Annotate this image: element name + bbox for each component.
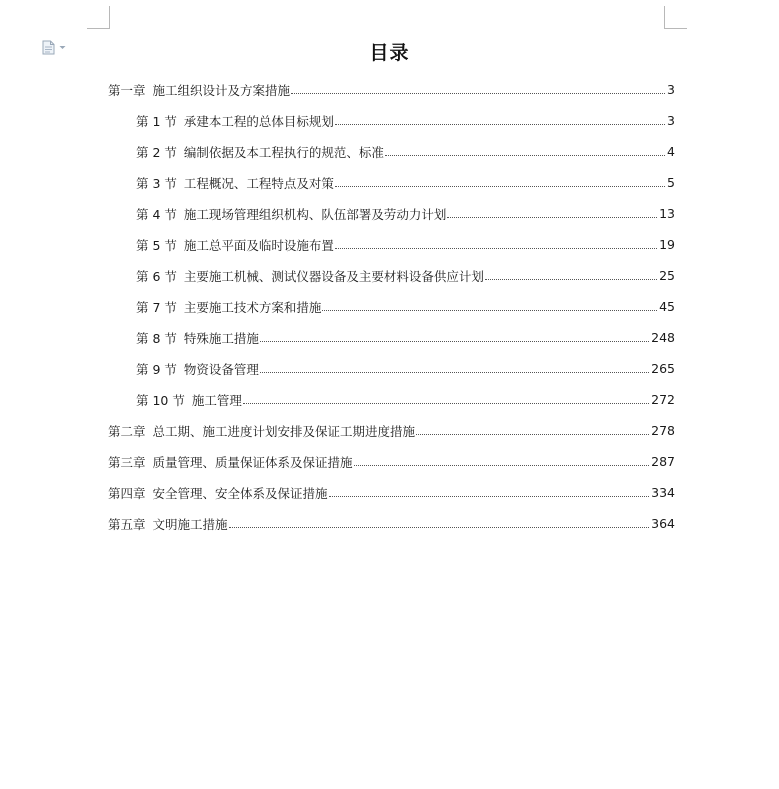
toc-entry-title: 施工总平面及临时设施布置 <box>183 237 334 253</box>
toc-dot-leader <box>260 341 649 342</box>
toc-page-number: 13 <box>659 206 675 221</box>
toc-entry-label <box>136 174 334 192</box>
toc-dot-leader <box>329 496 650 497</box>
toc-entry-title: 工程概况、工程特点及对策 <box>183 175 334 191</box>
toc-section-entry[interactable] <box>108 198 675 229</box>
toc-dot-leader <box>385 155 665 156</box>
toc-dot-leader <box>354 465 650 466</box>
toc-entry-title: 施工组织设计及方案措施 <box>152 82 291 98</box>
toc-entry-number: 第一章 <box>108 82 146 98</box>
toc-page-number: 287 <box>651 454 675 469</box>
toc-entry-number: 第 10 节 <box>136 392 185 408</box>
toc-page-number: 248 <box>651 330 675 345</box>
toc-entry-label <box>108 422 415 440</box>
toc-dot-leader <box>335 124 665 125</box>
toc-entry-number: 第 1 节 <box>136 113 177 129</box>
toc-dot-leader <box>260 372 649 373</box>
toc-page-number: 364 <box>651 516 675 531</box>
toc-chapter-entry[interactable] <box>108 508 675 539</box>
toc-page-number: 19 <box>659 237 675 252</box>
toc-entry-number: 第五章 <box>108 516 146 532</box>
toc-entry-title: 物资设备管理 <box>183 361 259 377</box>
toc-page-number: 5 <box>667 175 675 190</box>
toc-entry-label <box>108 484 328 502</box>
toc-entry-number: 第 4 节 <box>136 206 177 222</box>
toc-dot-leader <box>229 527 650 528</box>
page-corner-mark-right <box>664 6 687 29</box>
toc-section-entry[interactable] <box>108 384 675 415</box>
toc-page-number: 265 <box>651 361 675 376</box>
toc-entry-label <box>108 81 290 99</box>
toc-entry-title: 文明施工措施 <box>152 516 228 532</box>
toc-page-number: 3 <box>667 113 675 128</box>
toc-dot-leader <box>416 434 649 435</box>
toc-entry-title: 施工现场管理组织机构、队伍部署及劳动力计划 <box>183 206 447 222</box>
toc-chapter-entry[interactable] <box>108 446 675 477</box>
toc-dot-leader <box>335 248 657 249</box>
toc-page-number: 45 <box>659 299 675 314</box>
toc-entry-label <box>108 453 353 471</box>
toc-entry-label <box>136 236 334 254</box>
toc-entry-label <box>136 112 334 130</box>
page-corner-mark-left <box>87 6 110 29</box>
toc-section-entry[interactable] <box>108 136 675 167</box>
toc-entry-number: 第三章 <box>108 454 146 470</box>
toc-dot-leader <box>322 310 657 311</box>
toc-entry-number: 第二章 <box>108 423 146 439</box>
toc-entry-number: 第 8 节 <box>136 330 177 346</box>
toc-entry-title: 施工管理 <box>191 392 242 408</box>
toc-chapter-entry[interactable] <box>108 415 675 446</box>
toc-entry-title: 承建本工程的总体目标规划 <box>183 113 334 129</box>
toc-entry-number: 第 3 节 <box>136 175 177 191</box>
toc-entry-title: 主要施工机械、测试仪器设备及主要材料设备供应计划 <box>183 268 484 284</box>
toc-list <box>108 74 675 539</box>
toc-page-number: 334 <box>651 485 675 500</box>
toc-section-entry[interactable] <box>108 322 675 353</box>
toc-dot-leader <box>335 186 665 187</box>
toc-page-number: 25 <box>659 268 675 283</box>
toc-chapter-entry[interactable] <box>108 477 675 508</box>
toc-dot-leader <box>291 93 665 94</box>
toc-entry-label <box>136 267 484 285</box>
toc-entry-label <box>136 360 259 378</box>
toc-section-entry[interactable] <box>108 291 675 322</box>
toc-title: 目录 <box>369 42 410 64</box>
toc-entry-number: 第 7 节 <box>136 299 177 315</box>
toc-section-entry[interactable] <box>108 105 675 136</box>
toc-entry-label <box>136 143 384 161</box>
toc-entry-title: 主要施工技术方案和措施 <box>183 299 322 315</box>
toc-section-entry[interactable] <box>108 167 675 198</box>
toc-entry-label <box>136 205 446 223</box>
toc-entry-label <box>136 329 259 347</box>
toc-section-entry[interactable] <box>108 229 675 260</box>
toc-entry-title: 安全管理、安全体系及保证措施 <box>152 485 328 501</box>
toc-page-number: 278 <box>651 423 675 438</box>
toc-page-number: 3 <box>667 82 675 97</box>
toc-entry-number: 第 6 节 <box>136 268 177 284</box>
toc-entry-label <box>136 391 242 409</box>
toc-page-number: 272 <box>651 392 675 407</box>
toc-dot-leader <box>243 403 649 404</box>
toc-entry-number: 第 9 节 <box>136 361 177 377</box>
toc-chapter-entry[interactable] <box>108 74 675 105</box>
toc-page-number: 4 <box>667 144 675 159</box>
toc-entry-title: 特殊施工措施 <box>183 330 259 346</box>
toc-dot-leader <box>485 279 657 280</box>
toc-entry-number: 第四章 <box>108 485 146 501</box>
toc-section-entry[interactable] <box>108 260 675 291</box>
toc-entry-title: 总工期、施工进度计划安排及保证工期进度措施 <box>152 423 416 439</box>
toc-entry-number: 第 5 节 <box>136 237 177 253</box>
toc-section-entry[interactable] <box>108 353 675 384</box>
toc-entry-number: 第 2 节 <box>136 144 177 160</box>
toc-dot-leader <box>447 217 657 218</box>
toc-entry-label <box>136 298 321 316</box>
toc-entry-title: 编制依据及本工程执行的规范、标准 <box>183 144 384 160</box>
toc-entry-label <box>108 515 228 533</box>
toc-entry-title: 质量管理、质量保证体系及保证措施 <box>152 454 353 470</box>
